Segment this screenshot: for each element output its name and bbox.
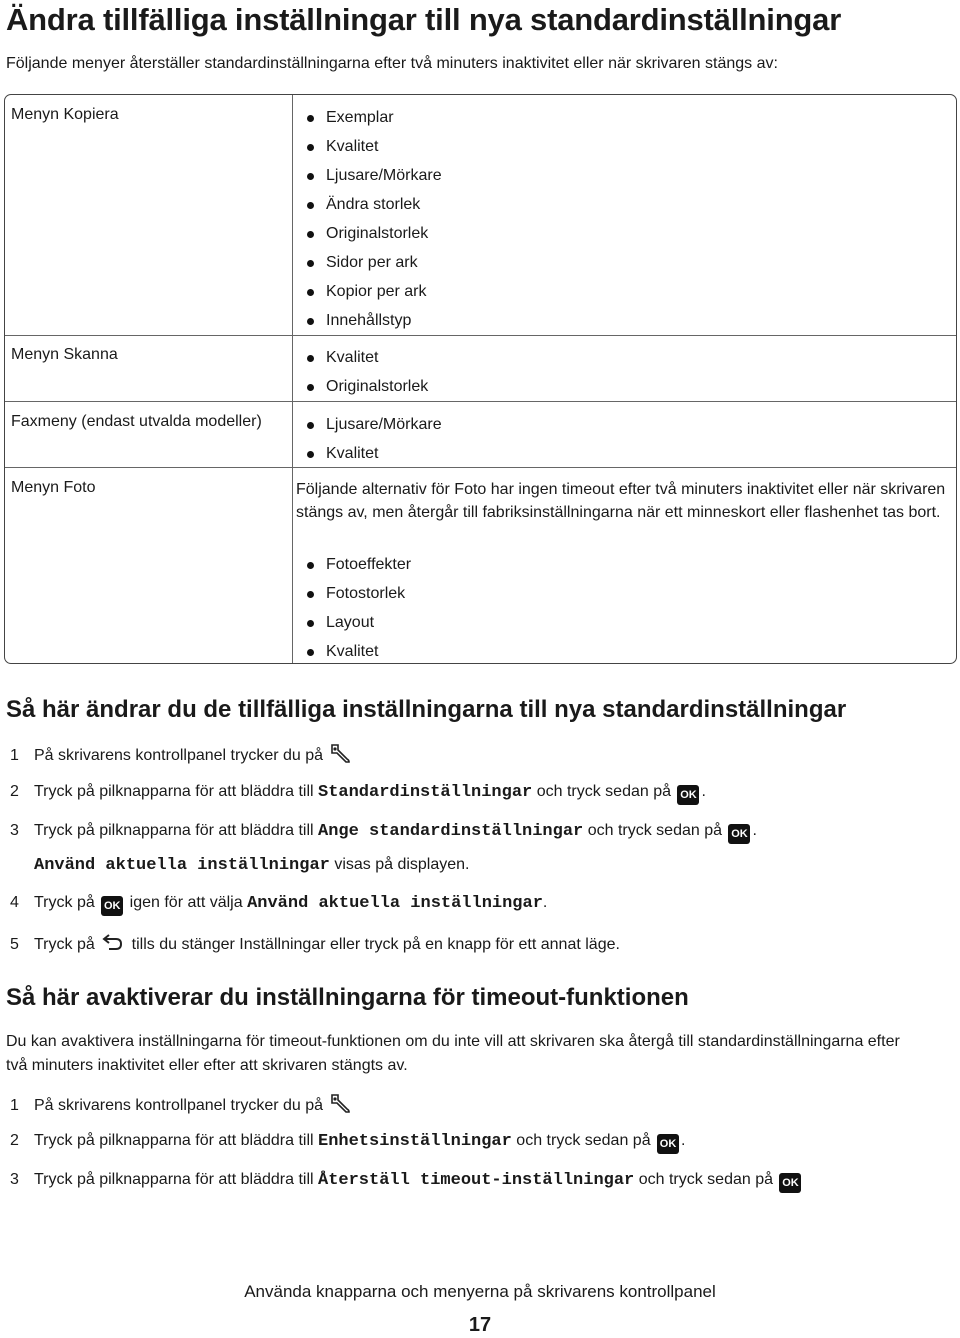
column-divider bbox=[292, 95, 293, 663]
page-number: 17 bbox=[468, 1314, 492, 1336]
menu-option: Ange standardinställningar bbox=[318, 822, 584, 841]
list-item: Fotostorlek bbox=[305, 579, 411, 608]
skanna-items bbox=[305, 343, 428, 401]
intro-text: Följande menyer återställer standardinställningarna efter två minuters inaktivitet eller när skrivaren stängs av: bbox=[6, 55, 778, 72]
section2-step-1 bbox=[10, 1092, 355, 1121]
menu-name-kopiera: Menyn Kopiera bbox=[11, 106, 119, 123]
menu-option: Använd aktuella inställningar bbox=[34, 856, 330, 875]
list-item: Innehållstyp bbox=[305, 306, 442, 335]
list-item: Sidor per ark bbox=[305, 248, 442, 277]
row-divider bbox=[5, 335, 956, 336]
step-text: visas på displayen. bbox=[334, 856, 470, 873]
section1-step-3: 3 Tryck på pilknapparna för att bläddra till Ange standardinställningar och tryck sedan på OK . bbox=[10, 820, 757, 844]
row-divider bbox=[5, 467, 956, 468]
settings-table bbox=[4, 94, 957, 664]
list-item: Ändra storlek bbox=[305, 190, 442, 219]
section2-heading: Så här avaktiverar du inställningarna för timeout-funktionen bbox=[6, 984, 689, 1011]
ok-button-icon: OK bbox=[728, 824, 750, 844]
list-item: Exemplar bbox=[305, 103, 442, 132]
step-text: Tryck på pilknapparna för att bläddra till bbox=[34, 783, 314, 800]
list-item: Originalstorlek bbox=[305, 219, 442, 248]
menu-name-skanna: Menyn Skanna bbox=[11, 346, 118, 363]
list-item: Ljusare/Mörkare bbox=[305, 410, 442, 439]
back-arrow-icon bbox=[101, 931, 125, 960]
section1-step-4: 4 Tryck på OK igen för att välja Använd aktuella inställningar. bbox=[10, 892, 547, 916]
step-text: Tryck på pilknapparna för att bläddra till bbox=[34, 1132, 314, 1149]
ok-button-icon: OK bbox=[657, 1134, 679, 1154]
step-number: 1 bbox=[10, 747, 19, 764]
step-number: 3 bbox=[10, 1171, 19, 1188]
section1-step-1 bbox=[10, 742, 355, 771]
foto-note: Följande alternativ för Foto har ingen timeout efter två minuters inaktivitet eller när skrivaren stängs av, men återgår till fabriksinställningarna när ett minneskort eller flashenhet tas bort. bbox=[296, 481, 946, 521]
menu-option: Enhetsinställningar bbox=[318, 1132, 512, 1151]
section2-step-2: 2 Tryck på pilknapparna för att bläddra till Enhetsinställningar och tryck sedan på OK . bbox=[10, 1130, 686, 1154]
step-text: igen för att välja bbox=[129, 894, 243, 911]
step-number: 4 bbox=[10, 894, 19, 911]
step-text: På skrivarens kontrollpanel trycker du på bbox=[34, 747, 324, 764]
menu-name-foto: Menyn Foto bbox=[11, 479, 96, 496]
step-text: På skrivarens kontrollpanel trycker du på bbox=[34, 1097, 324, 1114]
step-text: och tryck sedan på bbox=[587, 822, 722, 839]
section2-step-3 bbox=[10, 1169, 803, 1193]
step-text: och tryck sedan på bbox=[638, 1171, 774, 1188]
section1-step-3-sub bbox=[34, 854, 470, 877]
list-item: Fotoeffekter bbox=[305, 550, 411, 579]
list-item: Kvalitet bbox=[305, 439, 442, 468]
section2-paragraph: Du kan avaktivera inställningarna för timeout-funktionen om du inte vill att skrivaren ska återgå till standardinställningarna efter två minuters inaktivitet eller efter att skrivaren stängts av. bbox=[6, 1033, 900, 1074]
ok-button-icon: OK bbox=[677, 785, 699, 805]
step-text: Tryck på pilknapparna för att bläddra till bbox=[34, 822, 314, 839]
list-item: Ljusare/Mörkare bbox=[305, 161, 442, 190]
menu-name-fax: Faxmeny (endast utvalda modeller) bbox=[11, 413, 262, 430]
wrench-icon bbox=[329, 1092, 353, 1121]
list-item: Kvalitet bbox=[305, 637, 411, 666]
step-text: Tryck på bbox=[34, 894, 95, 911]
step-number: 3 bbox=[10, 822, 19, 839]
step-number: 2 bbox=[10, 1132, 19, 1149]
ok-button-icon: OK bbox=[101, 896, 123, 916]
list-item: Kvalitet bbox=[305, 132, 442, 161]
step-number: 5 bbox=[10, 936, 19, 953]
step-number: 2 bbox=[10, 783, 19, 800]
fax-items bbox=[305, 410, 442, 468]
section1-heading: Så här ändrar du de tillfälliga inställningarna till nya standardinställningar bbox=[6, 696, 847, 723]
ok-button-icon: OK bbox=[779, 1173, 801, 1193]
step-text: och tryck sedan på bbox=[536, 783, 671, 800]
menu-option: Använd aktuella inställningar bbox=[247, 894, 543, 913]
list-item: Kvalitet bbox=[305, 343, 428, 372]
wrench-icon bbox=[329, 742, 353, 771]
foto-items bbox=[305, 550, 411, 666]
page-title: Ändra tillfälliga inställningar till nya standardinställningar bbox=[6, 2, 842, 37]
step-number: 1 bbox=[10, 1097, 19, 1114]
section1-step-5 bbox=[10, 931, 620, 960]
step-text: Tryck på bbox=[34, 936, 95, 953]
step-text: och tryck sedan på bbox=[516, 1132, 651, 1149]
list-item: Kopior per ark bbox=[305, 277, 442, 306]
step-text: Tryck på pilknapparna för att bläddra till bbox=[34, 1171, 314, 1188]
page-footer: Använda knapparna och menyerna på skrivarens kontrollpanel bbox=[244, 1282, 716, 1301]
section1-step-2: 2 Tryck på pilknapparna för att bläddra till Standardinställningar och tryck sedan på OK . bbox=[10, 781, 706, 805]
kopiera-items bbox=[305, 103, 442, 335]
row-divider bbox=[5, 401, 956, 402]
list-item: Originalstorlek bbox=[305, 372, 428, 401]
menu-option: Återställ timeout-inställningar bbox=[318, 1171, 635, 1190]
menu-option: Standardinställningar bbox=[318, 783, 533, 802]
list-item: Layout bbox=[305, 608, 411, 637]
step-text: tills du stänger Inställningar eller tryck på en knapp för ett annat läge. bbox=[131, 936, 620, 953]
